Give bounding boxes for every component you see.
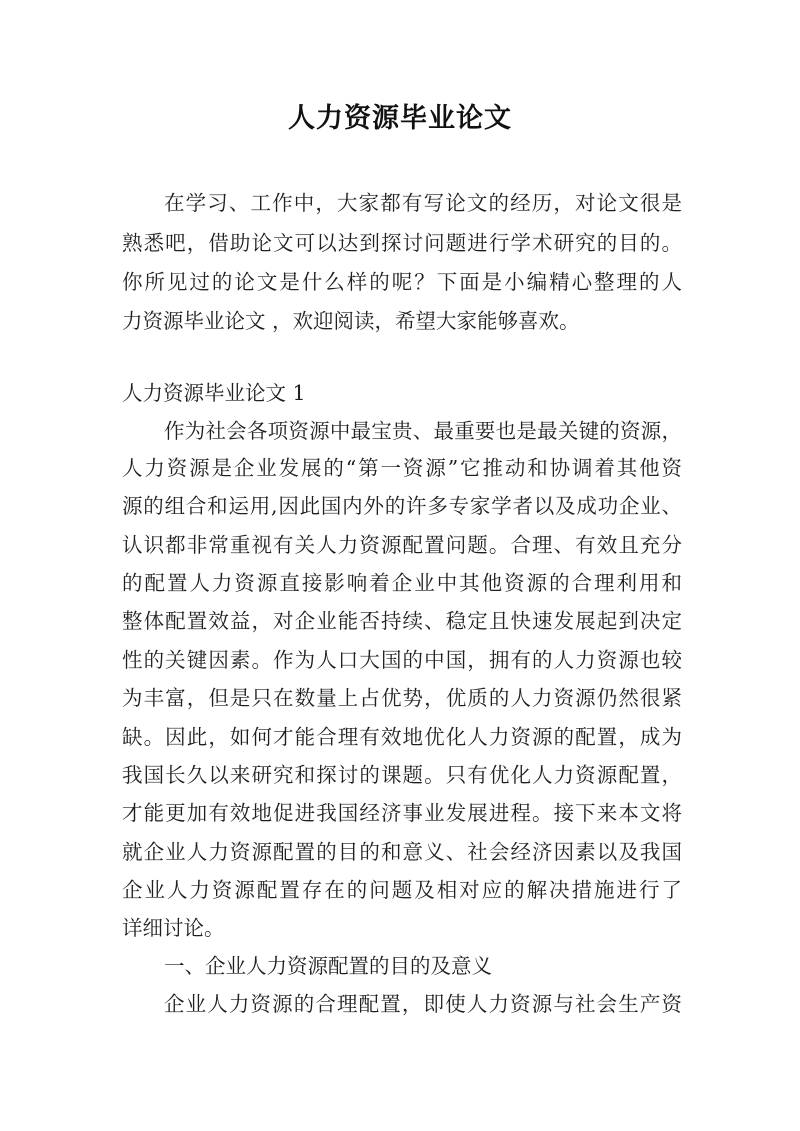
body-line: 性的关键因素。作为人口大国的中国，拥有的人力资源也较 <box>122 648 682 672</box>
body-line: 才能更加有效地促进我国经济事业发展进程。接下来本文将 <box>122 801 682 825</box>
intro-line: 熟悉吧，借助论文可以达到探讨问题进行学术研究的目的。 <box>122 231 682 255</box>
body-line: 人力资源是企业发展的“第一资源”它推动和协调着其他资 <box>122 456 682 480</box>
subsection-heading: 一、企业人力资源配置的目的及意义 <box>164 954 492 978</box>
body-line: 作为社会各项资源中最宝贵、最重要也是最关键的资源， <box>164 419 682 443</box>
body-line: 就企业人力资源配置的目的和意义、社会经济因素以及我国 <box>122 840 682 864</box>
document-title: 人力资源毕业论文 <box>288 103 512 134</box>
body-line: 企业人力资源配置存在的问题及相对应的解决措施进行了 <box>122 878 682 902</box>
body-line: 认识都非常重视有关人力资源配置问题。合理、有效且充分 <box>122 533 682 557</box>
intro-line: 在学习、工作中，大家都有写论文的经历，对论文很是 <box>164 191 682 215</box>
body-line: 整体配置效益，对企业能否持续、稳定且快速发展起到决定 <box>122 609 682 633</box>
body-line: 的配置人力资源直接影响着企业中其他资源的合理利用和 <box>122 571 682 595</box>
body-line: 企业人力资源的合理配置，即使人力资源与社会生产资 <box>164 992 682 1016</box>
body-line: 缺。因此，如何才能合理有效地优化人力资源的配置，成为 <box>122 725 682 749</box>
intro-line: 你所见过的论文是什么样的呢？下面是小编精心整理的人 <box>122 270 682 294</box>
body-line: 源的组合和运用,因此国内外的许多专家学者以及成功企业、 <box>122 494 682 518</box>
body-line: 详细讨论。 <box>122 916 225 940</box>
intro-line: 力资源毕业论文 ，欢迎阅读，希望大家能够喜欢。 <box>122 309 580 333</box>
body-line: 为丰富，但是只在数量上占优势，优质的人力资源仍然很紧 <box>122 686 682 710</box>
body-line: 我国长久以来研究和探讨的课题。只有优化人力资源配置， <box>122 763 682 787</box>
section-heading: 人力资源毕业论文 1 <box>122 381 306 405</box>
